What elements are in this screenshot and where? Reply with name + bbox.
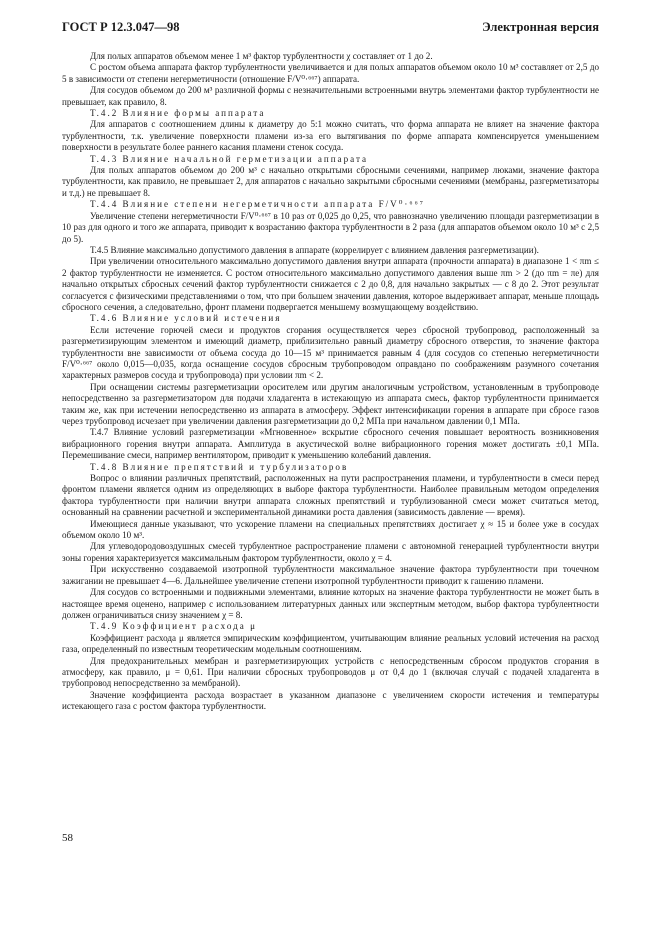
- paragraph: Для предохранительных мембран и разгерметизирующих устройств с непосредственным сбросом продуктов сгорания в атмосферу, как правило, μ = 0,61. При наличии сбросных трубопроводов μ от 0,4 до 1 (включая случай с подачей хладагента в трубопровод непосредственно за мембраной).: [62, 655, 599, 689]
- paragraph: Увеличение степени негерметичности F/V⁰·⁶⁶⁷ в 10 раз от 0,025 до 0,25, что равнозначно увеличению площади разгерметизации в 10 раз для одного и того же аппарата, приводит к возрастанию фактора турбулентности в 2 раза (для аппаратов объемом около 10 м³ с 2,5 до 5).: [62, 210, 599, 244]
- paragraph: Для углеводородовоздушных смесей турбулентное распространение пламени с автономной генерацией турбулентности внутри зоны горения характеризуется максимальным фактором турбулентности, около χ = 4.: [62, 541, 599, 563]
- page-number: 58: [62, 832, 73, 844]
- section-heading: Т.4.8 Влияние препятствий и турбулизаторов: [90, 461, 349, 472]
- section-heading: Т.4.3 Влияние начальной герметизации аппарата: [90, 153, 369, 164]
- paragraph: Если истечение горючей смеси и продуктов сгорания осуществляется через сбросной трубопровод, расположенный за разгерметизирующим элементом и имеющий диаметр, приблизительно равный диаметру сбросного отверстия, то значение фактора турбулентности вне зависимости от объема сосуда до 10—15 м³ принимается равным 4 (для сосудов со степенью негерметичности F/V⁰·⁶⁶⁷ около 0,015—0,035, когда оснащение сосудов сбросным трубопроводом оправдано по соображениям разумного сочетания характерных размеров сосуда и трубопровода) при условии πm < 2.: [62, 324, 599, 381]
- paragraph: Для полых аппаратов объемом менее 1 м³ фактор турбулентности χ составляет от 1 до 2.: [90, 51, 433, 61]
- paragraph: При искусственно создаваемой изотропной турбулентности максимальное значение фактора турбулентности при точечном зажигании не превышает 4—6. Дальнейшее увеличение степени изотропной турбулентности приводит к гашению пламени.: [62, 564, 599, 586]
- paragraph: Т.4.7 Влияние условий разгерметизации «Мгновенное» вскрытие сбросного сечения повышает вероятность возникновения вибрационного горения внутри аппарата. Амплитуда в акустической волне вибрационного горения может достигать ±0,1 МПа. Перемешивание смеси, например вентилятором, приводит к уменьшению колебаний давления.: [62, 427, 599, 461]
- paragraph: При оснащении системы разгерметизации оросителем или другим аналогичным устройством, установленным в трубопроводе непосредственно за разгерметизатором для подачи хладагента в истекающую из аппарата смесь, фактор турбулентности принимается таким же, как при истечении непосредственно из аппарата в атмосферу. Эффект интенсификации горения в аппарате при сбросе газов через трубопровод исчезает при увеличении давления разгерметизации до 0,2 МПа при начальном давлении 0,1 МПа.: [62, 381, 599, 426]
- paragraph: Для сосудов объемом до 200 м³ различной формы с незначительными встроенными внутрь элементами фактор турбулентности не превышает, как правило, 8.: [62, 85, 599, 107]
- paragraph: Значение коэффициента расхода возрастает в указанном диапазоне с увеличением скорости истечения и температуры истекающего газа с ростом фактора турбулентности.: [62, 689, 599, 712]
- document-code: ГОСТ Р 12.3.047—98: [62, 20, 180, 34]
- paragraph: Коэффициент расхода μ является эмпирическим коэффициентом, учитывающим влияние реальных условий истечения на расход газа, определенный по известным теоретическим модельным соотношениям.: [62, 632, 599, 655]
- version-label: Электронная версия: [482, 20, 599, 34]
- paragraph: Т.4.5 Влияние максимально допустимого давления в аппарате (коррелирует с влиянием давления разгерметизации).: [90, 244, 539, 255]
- paragraph: Для аппаратов с соотношением длины к диаметру до 5:1 можно считать, что форма аппарата не влияет на значение фактора турбулентности, т.к. увеличение поверхности пламени из-за его вытягивания по форме аппарата компенсируется уменьшением поверхности в результате более раннего касания пламени стенок сосуда.: [62, 119, 599, 153]
- paragraph: Для полых аппаратов объемом до 200 м³ с начально открытыми сбросными сечениями, например люками, значение фактора турбулентности, как правило, не превышает 2, для аппаратов с начально закрытыми сбросными сечениями (мембраны, разгерметизаторы и т.д.) не превышает 8.: [62, 165, 599, 198]
- paragraph: Вопрос о влиянии различных препятствий, расположенных на пути распространения пламени, и турбулентности в смеси перед фронтом пламени является одним из определяющих в выборе фактора турбулентности. Наиболее правильным методом определения фактора турбулентности при наличии внутри аппарата сложных препятствий и турбулизованной смеси может считаться метод, основанный на сравнении расчетной и экспериментальной динамики роста давления (зависимость давление — время).: [62, 473, 599, 518]
- page-header: [62, 20, 599, 36]
- paragraph: С ростом объема аппарата фактор турбулентности увеличивается и для полых аппаратов объемом около 10 м³ составляет от 2,5 до 5 в зависимости от степени негерметичности (отношение F/V⁰·⁶⁶⁷) аппарата.: [62, 62, 599, 84]
- section-heading: Т.4.9 Коэффициент расхода μ: [90, 621, 257, 632]
- paragraph: Имеющиеся данные указывают, что ускорение пламени на специальных препятствиях достигает χ ≈ 15 и более уже в сосудах объемом около 10 м³.: [62, 518, 599, 541]
- section-heading: Т.4.2 Влияние формы аппарата: [90, 108, 266, 119]
- section-heading: Т.4.6 Влияние условий истечения: [90, 313, 282, 324]
- paragraph: При увеличении относительного максимально допустимого давления внутри аппарата (прочности аппарата) в диапазоне 1 < πm ≤ 2 фактор турбулентности не изменяется. С ростом относительного максимально допустимого давления выше πm > 2 (до πm = πe) для начально открытых сбросных сечений фактор турбулентности снижается с 2 до 0,8, для начально закрытых — с 8 до 2. Этот результат согласуется с физическими представлениями о том, что при большем значении давления, которое выдерживает аппарат, меньше площадь сбросного сечения, а следовательно, фронт пламени подвергается меньшему возмущающему воздействию.: [62, 256, 599, 312]
- document-body: [62, 51, 599, 713]
- paragraph: Для сосудов со встроенными и подвижными элементами, влияние которых на значение фактора турбулентности не может быть в настоящее время оценено, например с использованием литературных данных или экспертным методом, выбор фактора турбулентности должен ограничиваться снизу значением χ = 8.: [62, 587, 599, 620]
- section-heading: Т.4.4 Влияние степени негерметичности аппарата F/V⁰·⁶⁶⁷: [90, 199, 425, 210]
